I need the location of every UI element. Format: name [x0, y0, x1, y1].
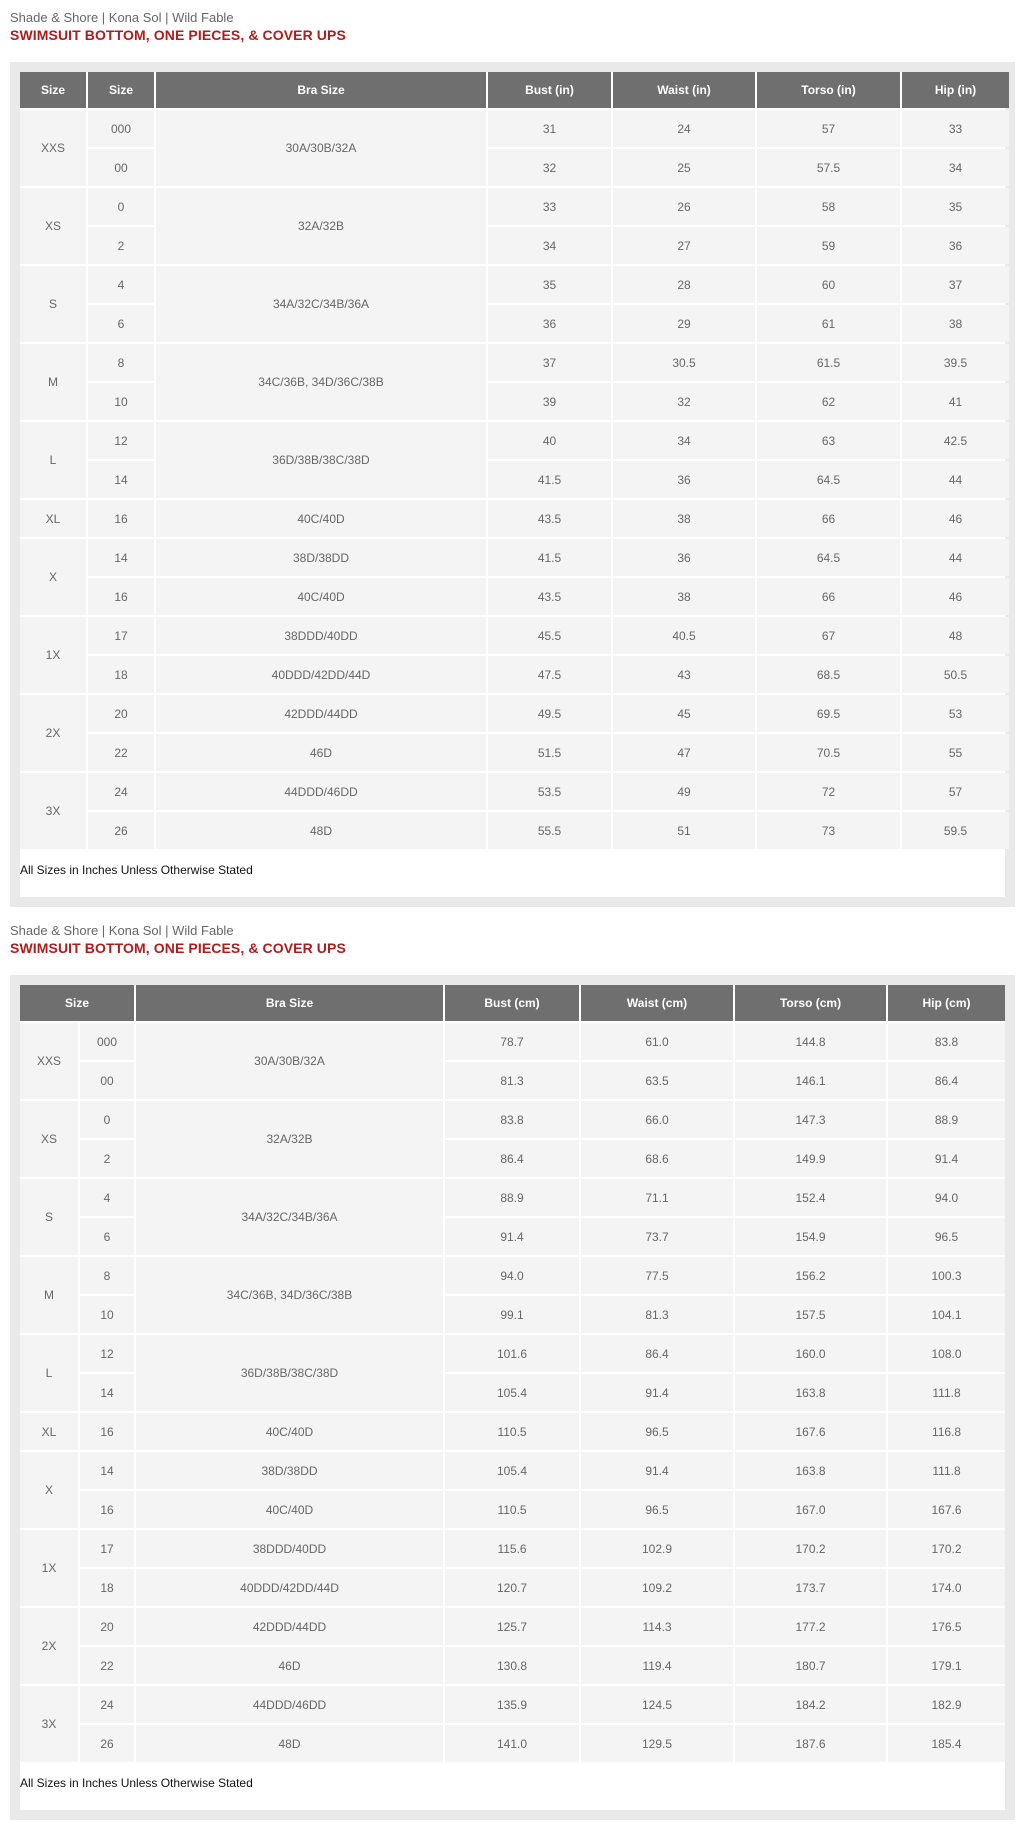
numeric-size-cell: 12 [88, 422, 154, 459]
torso-cell: 173.7 [735, 1569, 886, 1606]
numeric-size-cell: 2 [88, 227, 154, 264]
torso-cell: 187.6 [735, 1725, 886, 1762]
bust-cell: 91.4 [445, 1218, 579, 1255]
size-label-cell: M [20, 1257, 78, 1333]
torso-cell: 60 [757, 266, 900, 303]
numeric-size-cell: 12 [80, 1335, 134, 1372]
numeric-size-cell: 14 [80, 1374, 134, 1411]
waist-cell: 38 [613, 500, 755, 537]
hip-cell: 94.0 [888, 1179, 1005, 1216]
waist-cell: 109.2 [581, 1569, 733, 1606]
bust-cell: 135.9 [445, 1686, 579, 1723]
torso-cell: 57.5 [757, 149, 900, 186]
size-label-cell: XS [20, 188, 86, 264]
numeric-size-cell: 17 [88, 617, 154, 654]
column-header: Waist (in) [613, 72, 755, 108]
table-row [20, 422, 1009, 459]
bust-cell: 53.5 [488, 773, 611, 810]
numeric-size-cell: 18 [80, 1569, 134, 1606]
hip-cell: 111.8 [888, 1452, 1005, 1489]
hip-cell: 170.2 [888, 1530, 1005, 1567]
waist-cell: 129.5 [581, 1725, 733, 1762]
torso-cell: 69.5 [757, 695, 900, 732]
numeric-size-cell: 14 [80, 1452, 134, 1489]
table-row [20, 344, 1009, 381]
column-header: Torso (in) [757, 72, 900, 108]
waist-cell: 102.9 [581, 1530, 733, 1567]
torso-cell: 58 [757, 188, 900, 225]
size-label-cell: X [20, 1452, 78, 1528]
hip-cell: 86.4 [888, 1062, 1005, 1099]
hip-cell: 83.8 [888, 1023, 1005, 1060]
hip-cell: 44 [902, 461, 1009, 498]
numeric-size-cell: 26 [88, 812, 154, 849]
torso-cell: 57 [757, 110, 900, 147]
hip-cell: 37 [902, 266, 1009, 303]
hip-cell: 41 [902, 383, 1009, 420]
table-row [20, 1335, 1005, 1372]
chart-inner [20, 72, 1005, 897]
numeric-size-cell: 2 [80, 1140, 134, 1177]
numeric-size-cell: 16 [88, 578, 154, 615]
bra-size-cell: 34A/32C/34B/36A [136, 1179, 443, 1255]
waist-cell: 68.6 [581, 1140, 733, 1177]
torso-cell: 167.0 [735, 1491, 886, 1528]
numeric-size-cell: 6 [88, 305, 154, 342]
column-header: Bra Size [156, 72, 486, 108]
torso-cell: 184.2 [735, 1686, 886, 1723]
table-row [20, 500, 1009, 537]
hip-cell: 53 [902, 695, 1009, 732]
numeric-size-cell: 00 [88, 149, 154, 186]
bra-size-cell: 40C/40D [136, 1413, 443, 1450]
size-label-cell: XXS [20, 1023, 78, 1099]
torso-cell: 160.0 [735, 1335, 886, 1372]
hip-cell: 167.6 [888, 1491, 1005, 1528]
bust-cell: 47.5 [488, 656, 611, 693]
size-label-cell: L [20, 422, 86, 498]
torso-cell: 170.2 [735, 1530, 886, 1567]
numeric-size-cell: 18 [88, 656, 154, 693]
table-header-row [20, 72, 1009, 108]
hip-cell: 179.1 [888, 1647, 1005, 1684]
torso-cell: 167.6 [735, 1413, 886, 1450]
bra-size-cell: 34A/32C/34B/36A [156, 266, 486, 342]
inch-size-table [18, 70, 1011, 851]
size-label-cell: 1X [20, 1530, 78, 1606]
hip-cell: 46 [902, 578, 1009, 615]
numeric-size-cell: 8 [88, 344, 154, 381]
table-row [20, 617, 1009, 654]
waist-cell: 77.5 [581, 1257, 733, 1294]
table-row [20, 578, 1009, 615]
numeric-size-cell: 16 [80, 1413, 134, 1450]
bra-size-cell: 38D/38DD [156, 539, 486, 576]
bust-cell: 43.5 [488, 578, 611, 615]
bust-cell: 105.4 [445, 1374, 579, 1411]
bra-size-cell: 48D [156, 812, 486, 849]
table-row [20, 1491, 1005, 1528]
waist-cell: 24 [613, 110, 755, 147]
chart-panel [10, 975, 1015, 1820]
hip-cell: 44 [902, 539, 1009, 576]
table-row [20, 1101, 1005, 1138]
size-label-cell: XS [20, 1101, 78, 1177]
size-label-cell: X [20, 539, 86, 615]
numeric-size-cell: 000 [80, 1023, 134, 1060]
hip-cell: 182.9 [888, 1686, 1005, 1723]
waist-cell: 32 [613, 383, 755, 420]
bust-cell: 43.5 [488, 500, 611, 537]
hip-cell: 39.5 [902, 344, 1009, 381]
hip-cell: 46 [902, 500, 1009, 537]
torso-cell: 154.9 [735, 1218, 886, 1255]
bust-cell: 34 [488, 227, 611, 264]
table-row [20, 110, 1009, 147]
column-header: Hip (in) [902, 72, 1009, 108]
hip-cell: 108.0 [888, 1335, 1005, 1372]
waist-cell: 86.4 [581, 1335, 733, 1372]
table-row [20, 266, 1009, 303]
torso-cell: 163.8 [735, 1452, 886, 1489]
numeric-size-cell: 20 [88, 695, 154, 732]
bra-size-cell: 40DDD/42DD/44D [136, 1569, 443, 1606]
bra-size-cell: 42DDD/44DD [156, 695, 486, 732]
torso-cell: 61.5 [757, 344, 900, 381]
size-label-cell: 1X [20, 617, 86, 693]
bra-size-cell: 46D [136, 1647, 443, 1684]
waist-cell: 124.5 [581, 1686, 733, 1723]
torso-cell: 63 [757, 422, 900, 459]
hip-cell: 88.9 [888, 1101, 1005, 1138]
bra-size-cell: 42DDD/44DD [136, 1608, 443, 1645]
units-note: All Sizes in Inches Unless Otherwise Stated [20, 1776, 253, 1790]
numeric-size-cell: 20 [80, 1608, 134, 1645]
hip-cell: 185.4 [888, 1725, 1005, 1762]
chart-heading: SWIMSUIT BOTTOM, ONE PIECES, & COVER UPS [10, 940, 346, 956]
torso-cell: 64.5 [757, 539, 900, 576]
torso-cell: 156.2 [735, 1257, 886, 1294]
numeric-size-cell: 4 [88, 266, 154, 303]
bust-cell: 32 [488, 149, 611, 186]
hip-cell: 57 [902, 773, 1009, 810]
torso-cell: 62 [757, 383, 900, 420]
column-header: Torso (cm) [735, 985, 886, 1021]
waist-cell: 71.1 [581, 1179, 733, 1216]
hip-cell: 59.5 [902, 812, 1009, 849]
column-header: Size [20, 985, 134, 1021]
waist-cell: 96.5 [581, 1413, 733, 1450]
table-row [20, 695, 1009, 732]
hip-cell: 36 [902, 227, 1009, 264]
waist-cell: 36 [613, 539, 755, 576]
waist-cell: 73.7 [581, 1218, 733, 1255]
bra-size-cell: 36D/38B/38C/38D [156, 422, 486, 498]
bra-size-cell: 40C/40D [156, 500, 486, 537]
column-header: Bust (cm) [445, 985, 579, 1021]
waist-cell: 25 [613, 149, 755, 186]
bra-size-cell: 34C/36B, 34D/36C/38B [156, 344, 486, 420]
cm-size-table [18, 983, 1007, 1764]
size-label-cell: XXS [20, 110, 86, 186]
numeric-size-cell: 14 [88, 461, 154, 498]
waist-cell: 96.5 [581, 1491, 733, 1528]
table-row [20, 1179, 1005, 1216]
torso-cell: 73 [757, 812, 900, 849]
numeric-size-cell: 000 [88, 110, 154, 147]
size-label-cell: 2X [20, 1608, 78, 1684]
waist-cell: 28 [613, 266, 755, 303]
table-row [20, 1257, 1005, 1294]
waist-cell: 81.3 [581, 1296, 733, 1333]
bust-cell: 35 [488, 266, 611, 303]
waist-cell: 66.0 [581, 1101, 733, 1138]
size-label-cell: S [20, 1179, 78, 1255]
torso-cell: 152.4 [735, 1179, 886, 1216]
torso-cell: 59 [757, 227, 900, 264]
bra-size-cell: 30A/30B/32A [156, 110, 486, 186]
torso-cell: 70.5 [757, 734, 900, 771]
column-header: Size [20, 72, 86, 108]
column-header: Waist (cm) [581, 985, 733, 1021]
bust-cell: 105.4 [445, 1452, 579, 1489]
torso-cell: 61 [757, 305, 900, 342]
numeric-size-cell: 22 [88, 734, 154, 771]
table-row [20, 656, 1009, 693]
bust-cell: 31 [488, 110, 611, 147]
bra-size-cell: 30A/30B/32A [136, 1023, 443, 1099]
numeric-size-cell: 0 [80, 1101, 134, 1138]
bra-size-cell: 34C/36B, 34D/36C/38B [136, 1257, 443, 1333]
bust-cell: 125.7 [445, 1608, 579, 1645]
bra-size-cell: 46D [156, 734, 486, 771]
chart-inner [20, 985, 1005, 1810]
waist-cell: 61.0 [581, 1023, 733, 1060]
table-row [20, 188, 1009, 225]
bust-cell: 88.9 [445, 1179, 579, 1216]
torso-cell: 64.5 [757, 461, 900, 498]
column-header: Bra Size [136, 985, 443, 1021]
table-row [20, 1452, 1005, 1489]
size-label-cell: S [20, 266, 86, 342]
bust-cell: 86.4 [445, 1140, 579, 1177]
waist-cell: 26 [613, 188, 755, 225]
waist-cell: 29 [613, 305, 755, 342]
hip-cell: 34 [902, 149, 1009, 186]
bra-size-cell: 44DDD/46DD [136, 1686, 443, 1723]
waist-cell: 36 [613, 461, 755, 498]
torso-cell: 67 [757, 617, 900, 654]
hip-cell: 48 [902, 617, 1009, 654]
column-header: Hip (cm) [888, 985, 1005, 1021]
bust-cell: 41.5 [488, 539, 611, 576]
waist-cell: 49 [613, 773, 755, 810]
size-label-cell: 3X [20, 1686, 78, 1762]
waist-cell: 114.3 [581, 1608, 733, 1645]
hip-cell: 91.4 [888, 1140, 1005, 1177]
bust-cell: 40 [488, 422, 611, 459]
hip-cell: 111.8 [888, 1374, 1005, 1411]
units-note: All Sizes in Inches Unless Otherwise Stated [20, 863, 253, 877]
bust-cell: 33 [488, 188, 611, 225]
hip-cell: 174.0 [888, 1569, 1005, 1606]
numeric-size-cell: 24 [80, 1686, 134, 1723]
hip-cell: 42.5 [902, 422, 1009, 459]
waist-cell: 34 [613, 422, 755, 459]
brand-line: Shade & Shore | Kona Sol | Wild Fable [10, 10, 234, 25]
hip-cell: 50.5 [902, 656, 1009, 693]
bust-cell: 83.8 [445, 1101, 579, 1138]
table-row [20, 812, 1009, 849]
table-row [20, 1647, 1005, 1684]
bra-size-cell: 40C/40D [156, 578, 486, 615]
hip-cell: 100.3 [888, 1257, 1005, 1294]
waist-cell: 27 [613, 227, 755, 264]
numeric-size-cell: 4 [80, 1179, 134, 1216]
table-row [20, 1530, 1005, 1567]
bust-cell: 81.3 [445, 1062, 579, 1099]
bust-cell: 110.5 [445, 1413, 579, 1450]
bust-cell: 110.5 [445, 1491, 579, 1528]
waist-cell: 45 [613, 695, 755, 732]
size-label-cell: M [20, 344, 86, 420]
numeric-size-cell: 6 [80, 1218, 134, 1255]
chart-panel [10, 62, 1015, 907]
hip-cell: 96.5 [888, 1218, 1005, 1255]
numeric-size-cell: 8 [80, 1257, 134, 1294]
torso-cell: 68.5 [757, 656, 900, 693]
torso-cell: 180.7 [735, 1647, 886, 1684]
hip-cell: 35 [902, 188, 1009, 225]
table-row [20, 1413, 1005, 1450]
bust-cell: 78.7 [445, 1023, 579, 1060]
waist-cell: 30.5 [613, 344, 755, 381]
bust-cell: 120.7 [445, 1569, 579, 1606]
chart-heading: SWIMSUIT BOTTOM, ONE PIECES, & COVER UPS [10, 27, 346, 43]
size-label-cell: L [20, 1335, 78, 1411]
waist-cell: 40.5 [613, 617, 755, 654]
bra-size-cell: 32A/32B [136, 1101, 443, 1177]
torso-cell: 163.8 [735, 1374, 886, 1411]
hip-cell: 104.1 [888, 1296, 1005, 1333]
table-row [20, 1023, 1005, 1060]
torso-cell: 157.5 [735, 1296, 886, 1333]
numeric-size-cell: 10 [80, 1296, 134, 1333]
bust-cell: 37 [488, 344, 611, 381]
waist-cell: 119.4 [581, 1647, 733, 1684]
waist-cell: 91.4 [581, 1452, 733, 1489]
size-label-cell: XL [20, 500, 86, 537]
bra-size-cell: 40C/40D [136, 1491, 443, 1528]
bust-cell: 115.6 [445, 1530, 579, 1567]
torso-cell: 149.9 [735, 1140, 886, 1177]
bust-cell: 41.5 [488, 461, 611, 498]
table-row [20, 1569, 1005, 1606]
column-header: Bust (in) [488, 72, 611, 108]
torso-cell: 72 [757, 773, 900, 810]
bust-cell: 141.0 [445, 1725, 579, 1762]
waist-cell: 63.5 [581, 1062, 733, 1099]
torso-cell: 66 [757, 578, 900, 615]
numeric-size-cell: 24 [88, 773, 154, 810]
bust-cell: 51.5 [488, 734, 611, 771]
waist-cell: 47 [613, 734, 755, 771]
table-row [20, 1686, 1005, 1723]
numeric-size-cell: 26 [80, 1725, 134, 1762]
bust-cell: 101.6 [445, 1335, 579, 1372]
numeric-size-cell: 00 [80, 1062, 134, 1099]
waist-cell: 43 [613, 656, 755, 693]
waist-cell: 51 [613, 812, 755, 849]
table-header-row [20, 985, 1005, 1021]
table-row [20, 539, 1009, 576]
table-row [20, 773, 1009, 810]
numeric-size-cell: 22 [80, 1647, 134, 1684]
table-row [20, 1725, 1005, 1762]
bust-cell: 55.5 [488, 812, 611, 849]
brand-line: Shade & Shore | Kona Sol | Wild Fable [10, 923, 234, 938]
hip-cell: 116.8 [888, 1413, 1005, 1450]
bust-cell: 45.5 [488, 617, 611, 654]
bra-size-cell: 38DDD/40DD [136, 1530, 443, 1567]
bra-size-cell: 48D [136, 1725, 443, 1762]
numeric-size-cell: 14 [88, 539, 154, 576]
bust-cell: 36 [488, 305, 611, 342]
size-label-cell: 2X [20, 695, 86, 771]
torso-cell: 144.8 [735, 1023, 886, 1060]
numeric-size-cell: 17 [80, 1530, 134, 1567]
bust-cell: 49.5 [488, 695, 611, 732]
column-header: Size [88, 72, 154, 108]
bust-cell: 39 [488, 383, 611, 420]
bust-cell: 94.0 [445, 1257, 579, 1294]
hip-cell: 38 [902, 305, 1009, 342]
waist-cell: 91.4 [581, 1374, 733, 1411]
bra-size-cell: 36D/38B/38C/38D [136, 1335, 443, 1411]
hip-cell: 33 [902, 110, 1009, 147]
numeric-size-cell: 16 [80, 1491, 134, 1528]
bra-size-cell: 38D/38DD [136, 1452, 443, 1489]
size-label-cell: XL [20, 1413, 78, 1450]
bra-size-cell: 38DDD/40DD [156, 617, 486, 654]
torso-cell: 146.1 [735, 1062, 886, 1099]
numeric-size-cell: 16 [88, 500, 154, 537]
numeric-size-cell: 0 [88, 188, 154, 225]
bust-cell: 130.8 [445, 1647, 579, 1684]
numeric-size-cell: 10 [88, 383, 154, 420]
bra-size-cell: 44DDD/46DD [156, 773, 486, 810]
hip-cell: 55 [902, 734, 1009, 771]
table-row [20, 1608, 1005, 1645]
bust-cell: 99.1 [445, 1296, 579, 1333]
bra-size-cell: 40DDD/42DD/44D [156, 656, 486, 693]
size-label-cell: 3X [20, 773, 86, 849]
hip-cell: 176.5 [888, 1608, 1005, 1645]
torso-cell: 177.2 [735, 1608, 886, 1645]
waist-cell: 38 [613, 578, 755, 615]
torso-cell: 66 [757, 500, 900, 537]
bra-size-cell: 32A/32B [156, 188, 486, 264]
torso-cell: 147.3 [735, 1101, 886, 1138]
table-row [20, 734, 1009, 771]
